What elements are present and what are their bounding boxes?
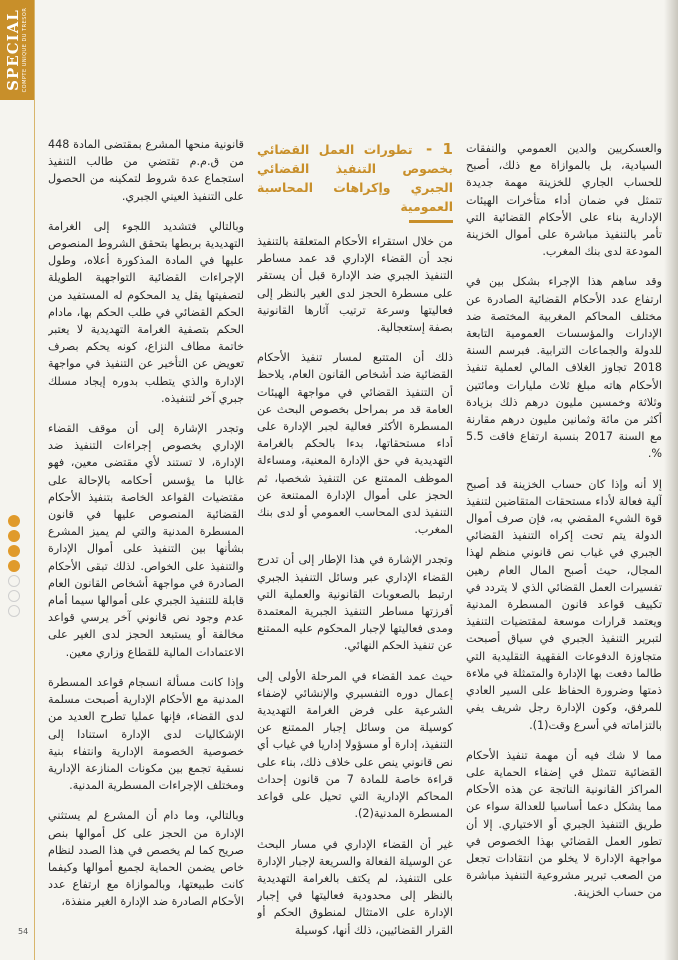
column-left bbox=[48, 136, 244, 940]
section-heading-text: تطورات العمل القضائي بخصوص التنفيذ القضائي الجبري وإكراهات المحاسبة العمومية bbox=[257, 142, 453, 214]
heading-rule bbox=[409, 220, 453, 223]
progress-dot-empty bbox=[8, 575, 20, 587]
section-progress-dots bbox=[8, 515, 24, 620]
paragraph: حيث عمد القضاء في المرحلة الأولى إلى إعمال دوره التفسيري والإنشائي لإضفاء الشرعية على فرض الغرامة التهديدية كوسيلة من وسائل إجبار الممتنع عن التنفيذ، إدارة أو مسؤولا إداريا في غياب أي نص قانوني ينص على خلاف ذلك، بناء على قراءة خاصة للمادة 7 من قانون إحداث المحاكم الإدارية التي تحيل على قواعد المسطرة المدنية(2). bbox=[257, 669, 453, 821]
paragraph: وبالتالي فتشديد اللجوء إلى الغرامة التهديدية بربطها بتحقق الشروط المنصوص عليها في المادة المذكورة أعلاه، وطول الإجراءات القضائية التواجهية الطويلة لتصفيتها يقل يد المحكوم له المستفيد من الحكم القضائي في طلب الحكم بها، مادام الحكم بتصفية الغرامة التهديدية لا يعتبر خاتمة مطاف النزاع، كونه يحكم بصرف تعويض عن التأخير عن التنفيذ في مواجهة الإدارة والذي يتطلب بدوره إيجاد مسلك جبري آخر لتنفيذه. bbox=[48, 219, 244, 405]
progress-dot-filled bbox=[8, 515, 20, 527]
page-number: 54 bbox=[18, 927, 29, 936]
paragraph: مما لا شك فيه أن مهمة تنفيذ الأحكام القضائية تتمثل في إضفاء الحماية على المراكز القانونية الناتجة عن هذه الأحكام مما يشكل دعما أساسيا للعدالة سواء عن طريق التنفيذ الجبري أو الاختياري. إلا أن تطور العمل القضائي بهذا الخصوص في مواجهة الإدارة لا يخلو من انتقادات تجعل من الصعب تبرير مشروعية التنفيذ مباشرة من حساب الخزينة. bbox=[466, 748, 662, 900]
column-right bbox=[466, 140, 662, 940]
progress-dot-filled bbox=[8, 560, 20, 572]
paragraph: وقد ساهم هذا الإجراء بشكل بين في ارتفاع عدد الأحكام القضائية الصادرة عن مختلف المحاكم المغربية المختصة ضد الإدارات والمؤسسات العمومية التابعة للدولة والجماعات الترابية. فبرسم السنة 2018 تجاوز الغلاف المالي لعملية تنفيذ الأحكام هاته مبلغ ثلاث مليارات ومائتين وثلاثة وخمسين مليون درهم ذلك بزيادة أكثر من مائة وثمانين مليون درهم مقارنة مع السنة 2017 بنسبة ارتفاع فاقت 5.5 %. bbox=[466, 275, 662, 461]
section-tab-subtitle: COMPTE UNIQUE DU TRESOR bbox=[22, 7, 28, 93]
column-middle-paragraphs bbox=[257, 233, 453, 939]
page-fold-shadow bbox=[664, 0, 678, 960]
progress-dot-empty bbox=[8, 590, 20, 602]
section-heading bbox=[257, 140, 453, 216]
paragraph: وإذا كانت مسألة انسجام قواعد المسطرة المدنية مع الأحكام الإدارية أصبحت مسلمة لدى القضاء، فإنها عمليا تطرح العديد من الإشكاليات لدى الإدارة استنادا إلى خصوصية الخصومة الإدارية وانتفاء بنية نسقية تجمع بين مكونات المنازعة الإدارية ومختلف الإجراءات المسطرية المدنية. bbox=[48, 675, 244, 793]
progress-dot-filled bbox=[8, 530, 20, 542]
section-tab-title: SPECIAL bbox=[4, 9, 22, 91]
margin-rule bbox=[34, 0, 35, 960]
progress-dot-empty bbox=[8, 605, 20, 617]
section-tab bbox=[0, 0, 34, 100]
paragraph: ذلك أن المتتبع لمسار تنفيذ الأحكام القضائية ضد أشخاص القانون العام، يلاحظ أن التنفيذ القضائي في مواجهة الهيئات العامة قد مر بمراحل بخصوص البحث عن المسطرة الأكثر فعالية لجبر الإدارة على أداء مستحقاتها، بدءا بالحكم بالغرامة التهديدية في حق الإدارة المعنية، ومساءلة الموظف الممتنع عن التنفيذ شخصيا، ثم الحجز على أموال الإدارة الممتنعة عن التنفيذ لدى المحاسب العمومي أو لدى بنك المغرب. bbox=[257, 351, 453, 537]
paragraph: وتجدر الإشارة في هذا الإطار إلى أن تدرج القضاء الإداري عبر وسائل التنفيذ الجبري ارتبط بالصعوبات القانونية والعملية التي أفرزتها مساطر التنفيذ الجبرية المعتمدة ومدى فعاليتها لإجبار المحكوم عليه الممتنع عن تنفيذ الحكم النهائي. bbox=[257, 553, 453, 653]
progress-dot-filled bbox=[8, 545, 20, 557]
paragraph: والعسكريين والدين العمومي والنفقات السيادية، بل بالموازاة مع ذلك، أصبح للحساب الجاري للخزينة مهمة جديدة تتمثل في ضمان أداء متأخرات الهيئات الإدارية بناء على الأحكام القضائية التي تأمر بالتنفيذ مباشرة على أموال الخزينة المودعة لدى بنك المغرب. bbox=[466, 142, 662, 259]
paragraph: إلا أنه وإذا كان حساب الخزينة قد أصبح آلية فعالة لأداء مستحقات المتقاضين لتنفيذ قوة الشيء المقضي به، فإن صرف أموال الدولة يتم تحت إكراه التنفيذ القضائي الجبري في غياب نص قانوني منظم لهذا المجال، حيث أصبح المال العام رهين تفسيرات العمل القضائي الذي لا يتردد في تكييف قواعد قانون المسطرة المدنية ويعتمد قرارات موسعة لمقتضيات التنفيذ لتبرير التنفيذ الجبري في سياق أصبحت متجاوزة الدفوعات الفقهية التقليدية التي طالما دفعت بها الإدارة والمتمثلة في ملاءة ذمتها وضرورة الحفاظ على السير العادي للمرفق، وكون الإدارة رجل شريف يفي بالتزاماته في أسرع وقت(1). bbox=[466, 477, 662, 732]
paragraph: من خلال استقراء الأحكام المتعلقة بالتنفيذ نجد أن القضاء الإداري قد عمد مساطر التنفيذ الجبري ضد الإدارة قبل أن يستقر على مسطرة الحجز لدى الغير بالنظر إلى فعاليتها وسرعة ترتيب آثارها القانونية بصفة إستعجالية. bbox=[257, 235, 453, 335]
paragraph: وتجدر الإشارة إلى أن موقف القضاء الإداري بخصوص إجراءات التنفيذ ضد الإدارة، لا تستند لأي مقتضى معين، فهو غالبا ما يؤسس أحكامه بالإحالة على مقتضيات القواعد الخاصة بتنفيذ الأحكام القضائية المنصوص عليها في قانون المسطرة المدنية والتي لم يميز المشرع بشأنها بين التنفيذ على أموال الإدارة والتنفيذ على الخواص. لذلك تبقى الأحكام الصادرة في مواجهة أشخاص القانون العام قابلة للتنفيذ الجبري على أموالها سيما أمام عدم وجود نص قانوني آخر يرسي قواعد مخالفة أو يستبعد الحجز لدى الغير على الاعتمادات المالية للقطاع وزاري معين. bbox=[48, 422, 244, 659]
column-middle bbox=[257, 140, 453, 940]
article-body bbox=[48, 140, 662, 940]
section-heading-number: 1 - bbox=[426, 140, 453, 158]
paragraph: غير أن القضاء الإداري في مسار البحث عن الوسيلة الفعالة والسريعة لإجبار الإدارة على التنفيذ، لم يكتف بالغرامة التهديدية بالنظر إلى محدودية فعاليتها في إجبار الإدارة على الامتثال لمنطوق الحكم أو القرار القضائيين، ذلك أنها، كوسيلة bbox=[257, 837, 453, 937]
paragraph: وبالتالي، وما دام أن المشرع لم يستثني الإدارة من الحجز على كل أموالها بنص صريح كما لم يخصص في هذا الصدد لنظام خاص يضمن الحماية لجميع أموالها وكيفما كانت طبيعتها، وبالموازاة مع ارتفاع عدد الأحكام الصادرة ضد الإدارة الغير منفذة، bbox=[48, 809, 244, 909]
paragraph: قانونية منحها المشرع بمقتضى المادة 448 من ق.م.م تقتضي من طالب التنفيذ استجماع عدة شروط لتمكينه من الحصول على التنفيذ العيني الجبري. bbox=[48, 138, 244, 203]
